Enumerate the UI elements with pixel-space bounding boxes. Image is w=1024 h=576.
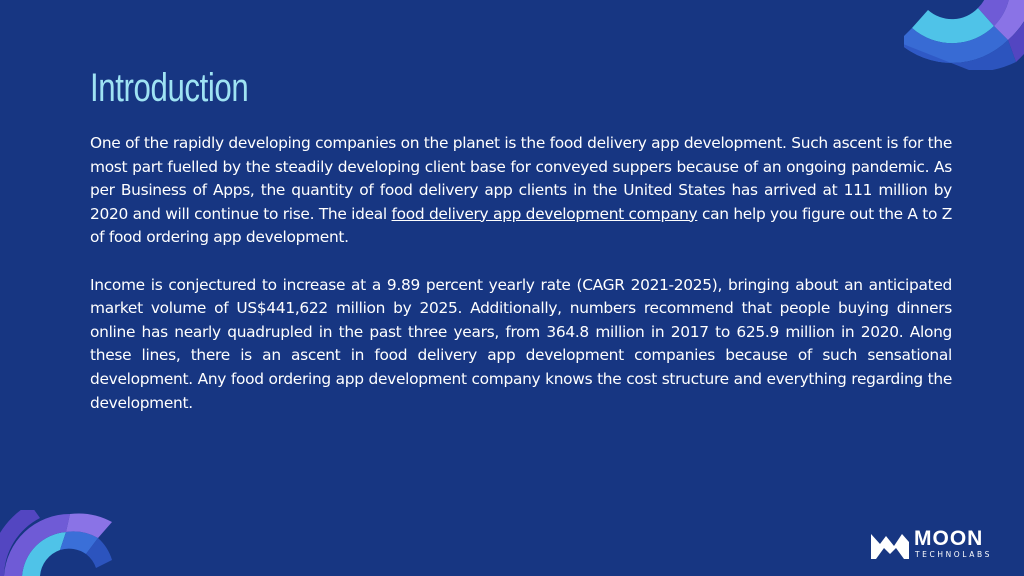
body-text — [90, 132, 952, 415]
paragraph-1-text-end: can help you figure out the A to Z of food ordering app development. — [90, 204, 953, 247]
slide-title: Introduction — [90, 66, 249, 110]
bottom-left-decoration — [0, 510, 115, 576]
paragraph-1 — [90, 132, 952, 250]
top-right-decoration — [904, 0, 1024, 70]
moon-technolabs-logo — [870, 528, 996, 562]
logo-name: MOON — [914, 527, 984, 550]
paragraph-2: Income is conjectured to increase at a 9.89 percent yearly rate (CAGR 2021-2025), bringing about an anticipated market volume of US$441,622 million by 2025. Additionally, numbers recommend that people buying dinners online has nearly quadrupled in the past three years, from 364.8 million in 2017 to 625.9 million in 2020. Along these lines, there is an ascent in food delivery app development companies because of such sensational development. Any food ordering app development company knows the cost structure and everything regarding the development. — [90, 275, 952, 412]
logo-mark-icon — [870, 530, 910, 560]
logo-subtitle: TECHNOLABS — [915, 550, 992, 559]
food-delivery-company-link[interactable]: food delivery app development company — [391, 204, 698, 223]
paragraph-1-text-start: One of the rapidly developing companies on the planet is the food delivery app development. Such ascent is for the most part fuelled by the steadily developing client base for conveyed suppers because of an ongoing pandemic. As per Business of Apps, the quantity of food delivery app clients in the United States has arrived at 111 million by 2020 and will continue to rise. The ideal — [90, 134, 952, 223]
